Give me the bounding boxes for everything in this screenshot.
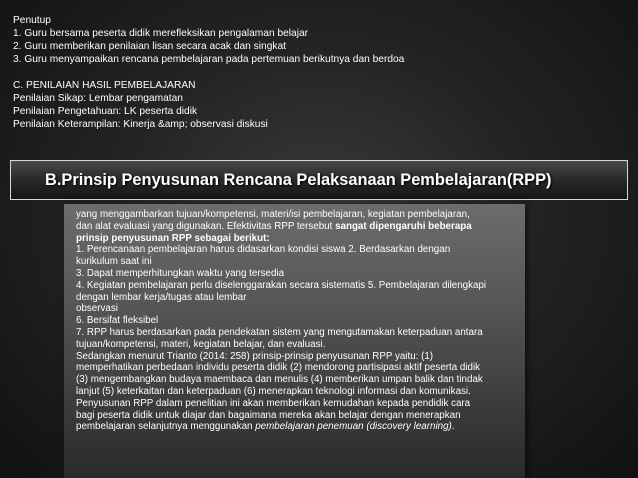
content-line: [76, 221, 526, 233]
section-title: B.Prinsip Penyusunan Rencana Pelaksanaan Pembelajaran(RPP): [45, 170, 552, 189]
content-line: bagi peserta didik untuk diajar dan bagaimana mereka akan belajar dengan menerapkan: [76, 409, 461, 421]
content-line: memperhatikan perbedaan individu peserta didik (2) mendorong partisipasi aktif peserta didik: [76, 362, 481, 374]
section-title-bar: [10, 160, 628, 200]
content-text-run: .: [451, 421, 455, 433]
closing-heading: Penutup: [13, 15, 51, 26]
content-bold-run: sangat dipengaruhi beberapa: [335, 220, 472, 232]
content-italic-run: pembelajaran penemuan (discovery learning): [255, 421, 452, 433]
closing-item: 1. Guru bersama peserta didik merefleksikan pengalaman belajar: [13, 28, 309, 39]
content-text-run: pembelajaran selanjutnya menggunakan: [76, 421, 256, 433]
content-body: [76, 209, 526, 433]
content-line: tujuan/kompetensi, materi, kegiatan belajar, dan evaluasi.: [76, 338, 326, 350]
assessment-item: Penilaian Pengetahuan: LK peserta didik: [13, 106, 198, 117]
closing-item: 2. Guru memberikan penilaian lisan secara acak dan singkat: [13, 41, 286, 52]
content-line: [76, 233, 526, 245]
content-line: (3) mengembangkan budaya maembaca dan menulis (4) memberikan umpan balik dan tindak: [76, 374, 483, 386]
content-line: 3. Dapat memperhitungkan waktu yang tersedia: [76, 267, 285, 279]
content-line: 4. Kegiatan pembelajaran perlu diselenggarakan secara sistematis 5. Pembelajaran dilengkapi: [76, 279, 487, 291]
spacer: [13, 66, 613, 79]
closing-and-assessment-text: [13, 14, 613, 131]
content-line: lanjut (5) keterkaitan dan keterpaduan (6) menerapkan teknologi informasi dan komunikasi.: [76, 385, 471, 397]
content-text-run: dan alat evaluasi yang digunakan. Efektivitas RPP tersebut: [76, 220, 336, 232]
assessment-item: Penilaian Sikap: Lembar pengamatan: [13, 93, 183, 104]
content-line: Sedangkan menurut Trianto (2014: 258) prinsip-prinsip penyusunan RPP yaitu: (1): [76, 350, 434, 362]
content-line: dengan lembar kerja/tugas atau lembar: [76, 291, 247, 303]
assessment-item: Penilaian Keterampilan: Kinerja &amp; observasi diskusi: [13, 119, 268, 130]
content-line: [76, 421, 526, 433]
closing-item: 3. Guru menyampaikan rencana pembelajaran pada pertemuan berikutnya dan berdoa: [13, 54, 405, 65]
content-line: 6. Bersifat fleksibel: [76, 315, 159, 327]
content-line: 7. RPP harus berdasarkan pada pendekatan sistem yang mengutamakan keterpaduan antara: [76, 326, 483, 338]
content-line: yang menggambarkan tujuan/kompetensi, materi/isi pembelajaran, kegiatan pembelajaran,: [76, 209, 470, 220]
content-line: Penyusunan RPP dalam penelitian ini akan memberikan kemudahan kepada pendidik cara: [76, 397, 471, 409]
content-line: 1. Perencanaan pembelajaran harus didasarkan kondisi siswa 2. Berdasarkan dengan: [76, 244, 451, 256]
content-line: kurikulum saat ini: [76, 256, 152, 268]
content-bold-run: prinsip penyusunan RPP sebagai berikut:: [76, 232, 270, 244]
assessment-heading: C. PENILAIAN HASIL PEMBELAJARAN: [13, 80, 196, 91]
content-line: observasi: [76, 303, 118, 315]
